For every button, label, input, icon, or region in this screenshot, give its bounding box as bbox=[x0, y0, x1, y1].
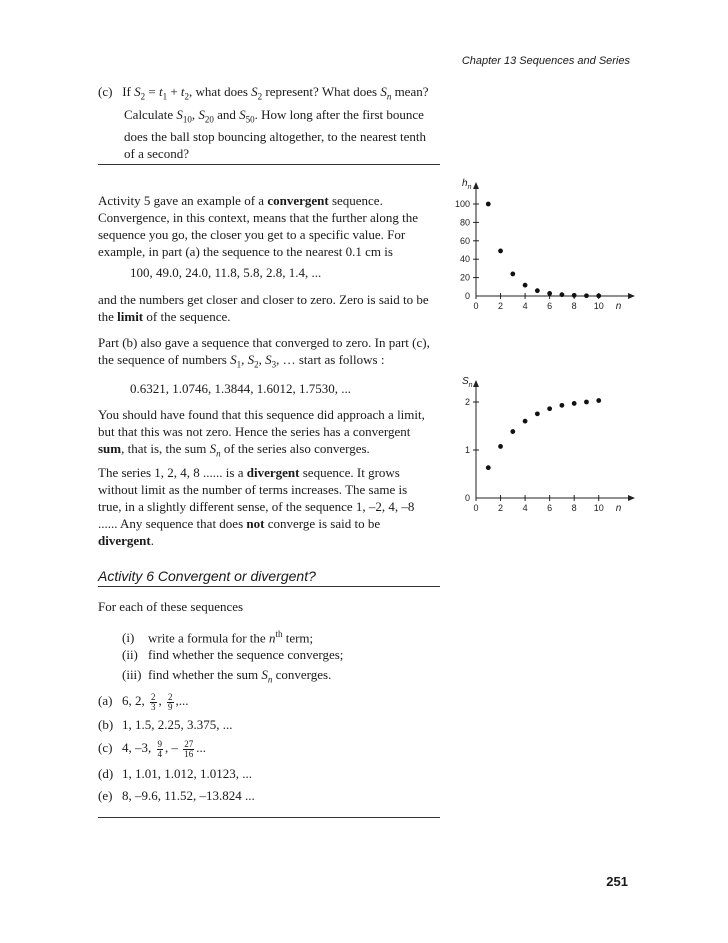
text-fragment: 4, –3, bbox=[122, 740, 152, 755]
limit-paragraph bbox=[98, 291, 448, 325]
x-tick-label: 8 bbox=[571, 301, 577, 311]
data-point bbox=[498, 249, 503, 254]
x-tick-label: 4 bbox=[522, 301, 528, 311]
sequence-hn: 100, 49.0, 24.0, 11.8, 5.8, 2.8, 1.4, ... bbox=[130, 265, 322, 280]
part-b-paragraph bbox=[98, 334, 448, 374]
symbol-t: t bbox=[180, 84, 185, 99]
text-line: and the numbers get closer and closer to zero. Zero is said to be bbox=[98, 292, 429, 307]
symbol-S: S bbox=[261, 667, 268, 682]
numerator: 2 bbox=[168, 691, 173, 702]
x-tick-label: 2 bbox=[498, 503, 504, 513]
section-divider bbox=[98, 817, 440, 818]
denominator: 9 bbox=[168, 701, 173, 712]
y-axis-label-subscript: n bbox=[467, 184, 472, 191]
item-label: (d) bbox=[98, 766, 114, 781]
part-c-label: (c) bbox=[98, 84, 113, 99]
fraction bbox=[157, 740, 164, 759]
y-tick-label: 1 bbox=[464, 445, 470, 455]
term-not: not bbox=[246, 516, 265, 531]
equals-sign: = bbox=[145, 84, 159, 99]
numerator: 27 bbox=[184, 738, 194, 749]
text-fragment: ,... bbox=[175, 693, 189, 708]
symbol-S: S bbox=[198, 106, 205, 122]
subscript: n bbox=[216, 448, 221, 459]
denominator: 3 bbox=[151, 701, 156, 712]
denominator: 4 bbox=[157, 748, 162, 759]
symbol-S: S bbox=[209, 441, 217, 456]
subscript: 2 bbox=[184, 91, 190, 102]
activity6-heading: Activity 6 Convergent or divergent? bbox=[98, 568, 316, 584]
term-convergent: convergent bbox=[267, 193, 329, 208]
comma: , bbox=[241, 352, 248, 367]
text-fragment: Calculate bbox=[124, 106, 174, 122]
x-tick-label: 10 bbox=[593, 503, 604, 513]
symbol-S: S bbox=[134, 84, 141, 99]
sn-scatter-chart bbox=[450, 375, 640, 515]
text-fragment: of the sequence. bbox=[143, 309, 231, 324]
subscript: 1 bbox=[162, 91, 168, 102]
text-fragment: ...... Any sequence that does bbox=[98, 516, 247, 531]
fraction bbox=[150, 693, 157, 712]
y-axis-label: $S_n$ bbox=[462, 376, 473, 389]
text-line: sequence you go, the closer you get to a specific value. For bbox=[98, 227, 406, 242]
x-tick-label: 4 bbox=[522, 503, 528, 513]
text-line: without limit as the number of terms increases. The same is bbox=[98, 482, 408, 497]
plus-sign: + bbox=[167, 84, 181, 99]
x-axis-label: n bbox=[615, 503, 622, 514]
item-label: (iii) bbox=[122, 667, 142, 682]
subscript: 1 bbox=[236, 359, 242, 370]
numerator: 2 bbox=[151, 691, 156, 702]
text-line: Part (b) also gave a sequence that converged to zero. In part (c), bbox=[98, 335, 430, 350]
data-point bbox=[486, 465, 491, 470]
data-point bbox=[596, 293, 601, 298]
text-line: Convergence, in this context, means that the further along the bbox=[98, 210, 418, 225]
numerator: 9 bbox=[157, 738, 162, 749]
subscript: n bbox=[267, 674, 273, 685]
symbol-S: S bbox=[239, 106, 246, 122]
text-fragment: find whether the sum bbox=[148, 667, 259, 682]
text-fragment: , – bbox=[165, 740, 178, 755]
data-point bbox=[560, 403, 565, 408]
x-axis-label: n bbox=[615, 301, 622, 312]
text-fragment: the bbox=[98, 309, 118, 324]
subscript: 2 bbox=[254, 359, 259, 370]
x-tick-label: 2 bbox=[498, 301, 504, 311]
page-number: 251 bbox=[606, 874, 628, 889]
comma: , bbox=[258, 352, 266, 367]
x-tick-label: 6 bbox=[547, 301, 553, 311]
hn-scatter-chart bbox=[450, 172, 640, 320]
data-point bbox=[535, 288, 540, 293]
sequence-b bbox=[98, 716, 233, 733]
text-fragment: write a formula for the bbox=[148, 630, 266, 646]
data-point bbox=[596, 398, 601, 403]
subscript: 3 bbox=[271, 359, 277, 370]
data-point bbox=[584, 293, 589, 298]
data-point bbox=[486, 202, 491, 207]
sequence-sn: 0.6321, 1.0746, 1.3844, 1.6012, 1.7530, ... bbox=[130, 381, 351, 396]
item-label: (a) bbox=[98, 693, 113, 708]
y-axis-label-subscript: n bbox=[468, 382, 473, 389]
subscript: 50 bbox=[245, 114, 255, 125]
text-fragment: The series 1, 2, 4, 8 ...... is a bbox=[98, 465, 247, 480]
superscript: th bbox=[275, 629, 283, 639]
data-point bbox=[547, 406, 552, 411]
part-c-question: (c) If $S_2 = t_1 + t_2$, what does $S_2$ represent? What does $S_n$ mean? Calculate $S_{10}$, $S_{20}$ and $S_{50}$. How long after the first bounce does the ball stop bouncing altogether, to the nearest tenth of a second? bbox=[98, 83, 448, 162]
text-fragment: Activity 5 gave an example of a bbox=[98, 193, 268, 208]
y-tick-label: 0 bbox=[464, 493, 470, 503]
y-tick-label: 40 bbox=[459, 254, 470, 265]
convergent-paragraph bbox=[98, 192, 448, 260]
symbol-S: S bbox=[176, 106, 183, 122]
y-tick-label: 0 bbox=[464, 291, 470, 301]
subscript: 20 bbox=[204, 114, 214, 125]
fraction bbox=[167, 693, 174, 712]
text-fragment: mean? bbox=[394, 84, 429, 99]
sequence-e bbox=[98, 787, 255, 804]
subscript: 2 bbox=[140, 91, 146, 102]
text-line: of a second? bbox=[124, 146, 189, 162]
data-point bbox=[560, 292, 565, 297]
text-fragment: represent? What does bbox=[265, 84, 378, 99]
y-tick-label: 2 bbox=[464, 397, 470, 407]
y-axis-label: $h_n$ bbox=[462, 178, 472, 191]
data-point bbox=[510, 272, 515, 277]
y-tick-label: 80 bbox=[459, 217, 470, 228]
text-line: You should have found that this sequence did approach a limit, bbox=[98, 407, 425, 422]
sequence-a: (a) 6, 2, $\frac{2}{3}$ , $\frac{2}{9}$ ,... bbox=[98, 691, 189, 712]
text-fragment: If bbox=[122, 84, 131, 99]
text-line: does the ball stop bouncing altogether, to the nearest tenth bbox=[124, 129, 427, 145]
sequence-d bbox=[98, 765, 252, 782]
data-point bbox=[547, 291, 552, 296]
symbol-S: S bbox=[265, 352, 272, 367]
x-tick-label: 10 bbox=[593, 301, 604, 311]
activity6-intro: For each of these sequences bbox=[98, 599, 244, 614]
text-fragment: , what does bbox=[189, 84, 248, 99]
denominator: 16 bbox=[184, 748, 194, 759]
x-axis-arrow bbox=[628, 293, 635, 299]
text-fragment: . bbox=[150, 533, 154, 548]
text-fragment: find whether the sequence converges; bbox=[148, 647, 344, 662]
symbol-S: S bbox=[230, 352, 237, 367]
text-fragment: term; bbox=[285, 630, 314, 646]
text-line: true, in a slightly different sense, of the sequence 1, –2, 4, –8 bbox=[98, 499, 415, 514]
text-fragment: 6, 2, bbox=[122, 693, 145, 708]
text-line: but that this was not zero. Hence the series has a convergent bbox=[98, 424, 411, 439]
term-limit: limit bbox=[117, 309, 144, 324]
data-point bbox=[572, 293, 577, 298]
text-line: example, in part (a) the sequence to the nearest 0.1 cm is bbox=[98, 244, 393, 259]
symbol-S: S bbox=[251, 84, 258, 99]
text-fragment: sequence. bbox=[328, 193, 383, 208]
y-tick-label: 100 bbox=[454, 199, 470, 209]
instruction-ii bbox=[122, 646, 343, 663]
text-fragment: 1, 1.01, 1.012, 1.0123, ... bbox=[122, 766, 252, 781]
text-fragment: converges. bbox=[275, 667, 332, 682]
text-fragment: and bbox=[217, 106, 236, 122]
symbol-n: n bbox=[268, 630, 276, 646]
instruction-iii bbox=[122, 666, 331, 689]
item-label: (ii) bbox=[122, 647, 138, 662]
y-tick-label: 60 bbox=[459, 235, 470, 246]
text-fragment: 8, –9.6, 11.52, –13.824 ... bbox=[122, 788, 255, 803]
data-point bbox=[535, 411, 540, 416]
text-fragment: sequence. It grows bbox=[299, 465, 400, 480]
ellipsis: , … bbox=[276, 352, 296, 367]
term-sum: sum bbox=[98, 441, 122, 456]
item-label: (e) bbox=[98, 788, 113, 803]
fraction bbox=[183, 740, 194, 759]
subscript: 2 bbox=[257, 91, 263, 102]
x-tick-label: 0 bbox=[473, 301, 479, 311]
symbol-t: t bbox=[158, 84, 163, 99]
symbol-S: S bbox=[380, 84, 387, 99]
limit-sum-paragraph bbox=[98, 406, 448, 463]
term-divergent: divergent bbox=[98, 533, 151, 548]
text-fragment: converge is said to be bbox=[264, 516, 381, 531]
text-fragment: . How long after the first bounce bbox=[254, 106, 424, 122]
x-tick-label: 6 bbox=[547, 503, 553, 513]
subscript: 10 bbox=[182, 114, 192, 125]
data-point bbox=[498, 444, 503, 449]
x-tick-label: 8 bbox=[571, 503, 577, 513]
text-fragment: of the series also converges. bbox=[223, 441, 370, 456]
divergent-paragraph bbox=[98, 464, 448, 549]
item-label: (b) bbox=[98, 717, 114, 732]
text-fragment: 1, 1.5, 2.25, 3.375, ... bbox=[122, 717, 233, 732]
item-label: (i) bbox=[122, 630, 135, 646]
running-header: Chapter 13 Sequences and Series bbox=[461, 55, 630, 67]
data-point bbox=[584, 400, 589, 405]
data-point bbox=[523, 283, 528, 288]
symbol-S: S bbox=[247, 352, 255, 367]
x-tick-label: 0 bbox=[473, 503, 479, 513]
item-label: (c) bbox=[98, 740, 113, 755]
data-point bbox=[510, 429, 515, 434]
data-point bbox=[572, 401, 577, 406]
term-divergent: divergent bbox=[246, 465, 300, 480]
section-divider bbox=[98, 164, 440, 165]
text-fragment: the sequence of numbers bbox=[98, 352, 227, 367]
text-fragment: start as follows : bbox=[298, 352, 385, 367]
y-axis-arrow bbox=[473, 182, 479, 189]
y-axis-arrow bbox=[473, 380, 479, 387]
heading-rule bbox=[98, 586, 440, 587]
instruction-i bbox=[122, 626, 313, 646]
text-fragment: ... bbox=[196, 740, 206, 755]
subscript: n bbox=[386, 91, 392, 102]
x-axis-arrow bbox=[628, 495, 635, 501]
y-tick-label: 20 bbox=[459, 272, 470, 283]
sequence-c bbox=[98, 739, 206, 759]
data-point bbox=[523, 419, 528, 424]
text-fragment: , that is, the sum bbox=[121, 441, 207, 456]
